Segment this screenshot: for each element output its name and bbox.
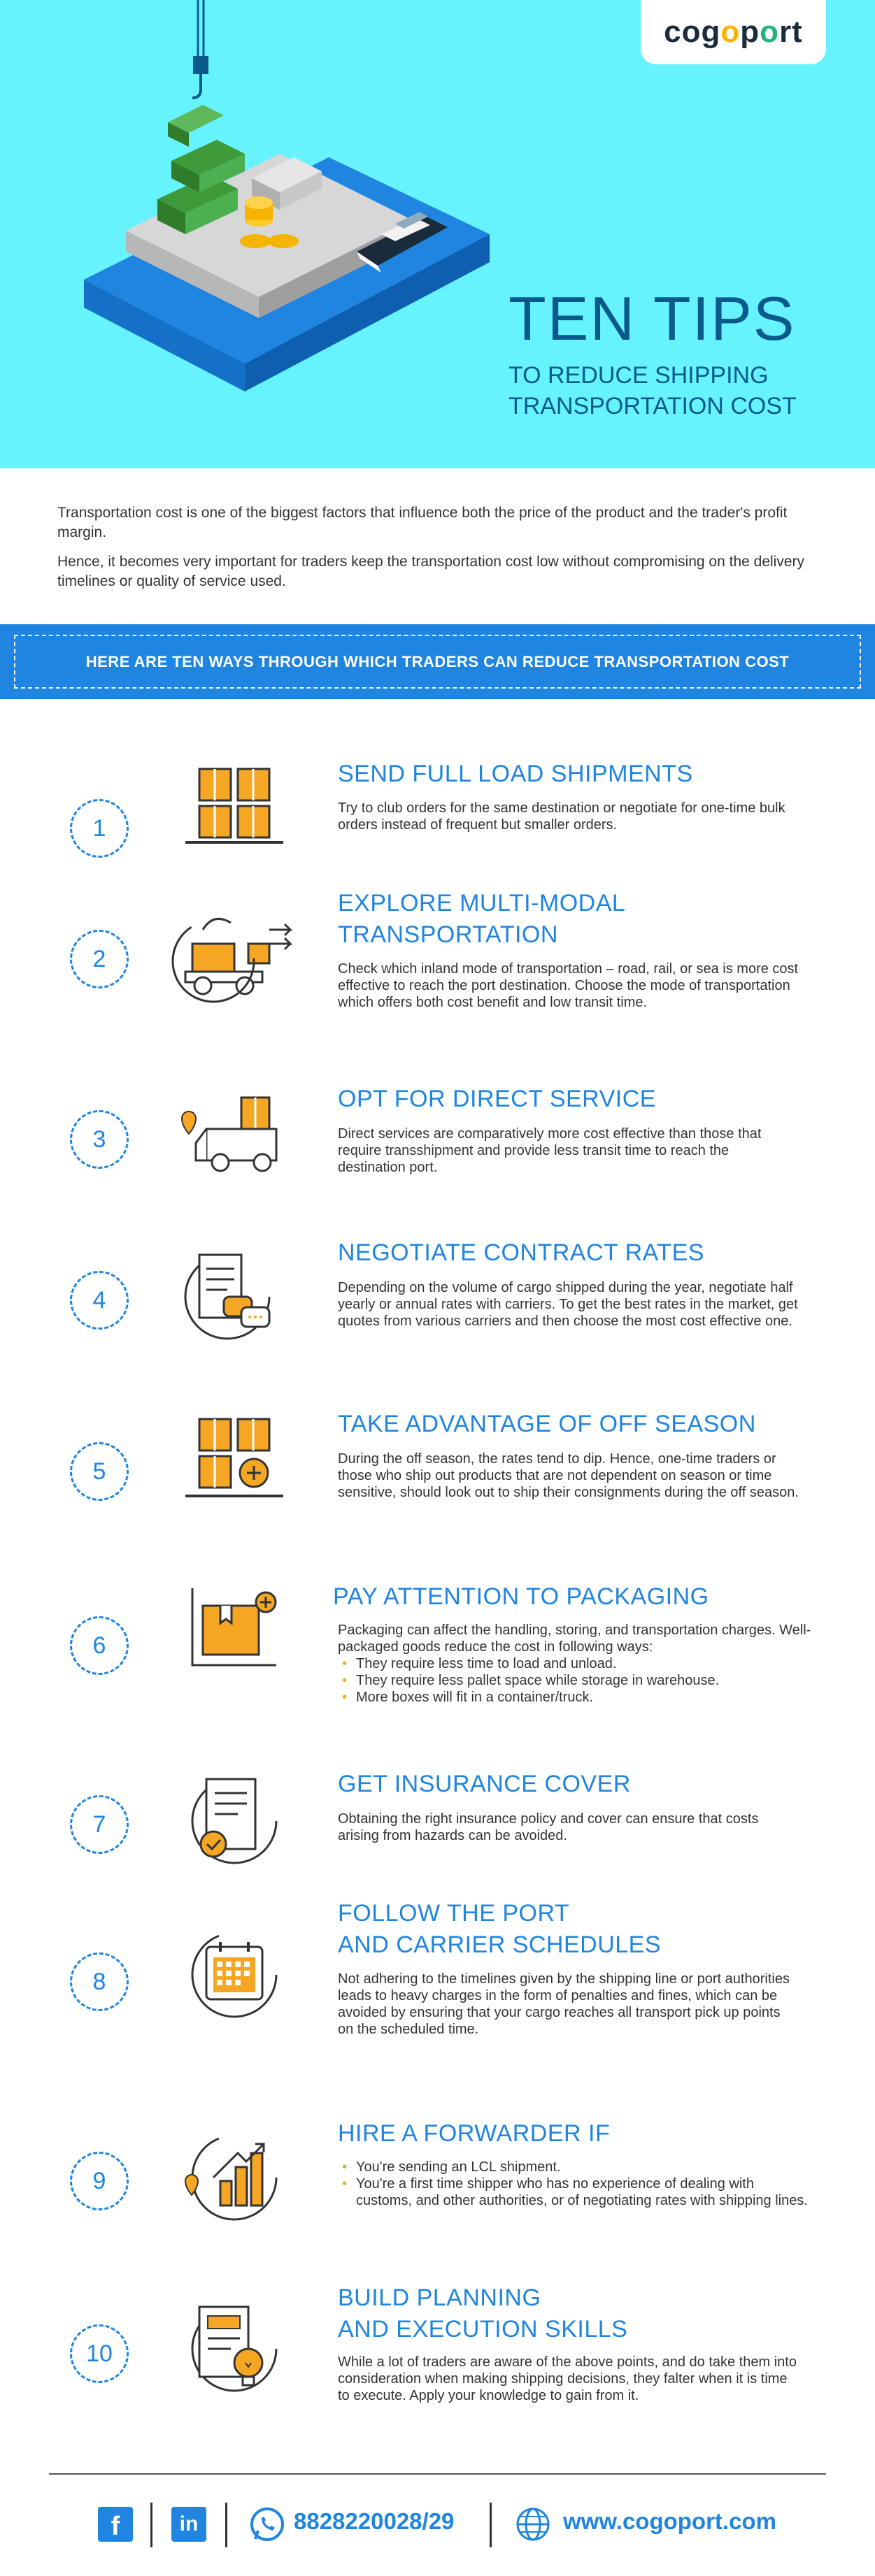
hero-subtitle <box>508 360 797 422</box>
tip-number: 5 <box>70 1442 129 1501</box>
footer-separator <box>225 2503 227 2547</box>
tip-number: 7 <box>70 1795 129 1854</box>
globe-icon <box>514 2505 552 2543</box>
intro-paragraph-1: Transportation cost is one of the biggest factors that influence both the price of the product and the trader's profit margin. <box>57 505 788 540</box>
tip-body: Depending on the volume of cargo shipped during the year, negotiate half yearly or annual rates with carriers. To get the best rates in the market, get quotes from various carriers and then choose the most cost effective one. <box>338 1280 798 1329</box>
tip-title-line1: BUILD PLANNING <box>338 2284 541 2311</box>
tip-title: PAY ATTENTION TO PACKAGING <box>333 1583 709 1610</box>
tip-body: While a lot of traders are aware of the above points, and do take them into consideration when making shipping decisions, they falter when it is time to execute. Apply your knowledge to gain from it. <box>338 2354 797 2403</box>
footer <box>0 2497 875 2553</box>
boxes-icon <box>171 765 297 870</box>
section-banner <box>0 624 875 699</box>
tip-bullet-list <box>338 2159 813 2209</box>
whatsapp-icon[interactable] <box>248 2505 286 2543</box>
hero-subtitle-line2: TRANSPORTATION COST <box>508 393 797 419</box>
tip-bullet-list <box>338 1655 827 1706</box>
website-link[interactable]: www.cogoport.com <box>563 2508 776 2534</box>
tip-number: 1 <box>70 799 129 858</box>
tip-title-line2: AND EXECUTION SKILLS <box>338 2316 628 2343</box>
tip-title: OPT FOR DIRECT SERVICE <box>338 1086 656 1112</box>
tip-body: Direct services are comparatively more cost effective than those that require transshipment and provide less transit time to reach the destination port. <box>338 1126 762 1175</box>
facebook-icon[interactable]: f <box>98 2507 133 2542</box>
tip-body: Obtaining the right insurance policy and cover can ensure that costs arising from hazards can be avoided. <box>338 1811 759 1843</box>
tip-title: HIRE A FORWARDER IF <box>338 2120 611 2147</box>
tip-bullet: • They require less pallet space while storage in warehouse. <box>356 1672 827 1689</box>
insurance-document-icon <box>171 1769 297 1873</box>
calendar-icon <box>171 1922 297 2027</box>
growth-chart-icon <box>171 2125 297 2230</box>
tip-title: TAKE ADVANTAGE OF OFF SEASON <box>338 1411 756 1437</box>
tip-number: 4 <box>70 1271 129 1330</box>
footer-separator <box>490 2503 492 2547</box>
tip-title: GET INSURANCE COVER <box>338 1771 631 1797</box>
footer-divider <box>49 2473 826 2475</box>
tip-title: SEND FULL LOAD SHIPMENTS <box>338 761 693 787</box>
tip-body: Not adhering to the timelines given by the shipping line or port authorities leads to heavy charges in the form of penalties and fines, which can be avoided by ensuring that your cargo reaches all transport pick up points on the scheduled time. <box>338 1971 790 2037</box>
hero-divider <box>0 461 875 468</box>
port-illustration <box>0 0 532 461</box>
planning-bulb-icon <box>171 2296 297 2401</box>
tip-body: Try to club orders for the same destination or negotiate for one-time bulk orders instead of frequent but smaller orders. <box>338 800 785 833</box>
tip-number: 9 <box>70 2152 129 2210</box>
tip-number: 3 <box>70 1110 129 1169</box>
tip-bullet: • You're sending an LCL shipment. <box>356 2159 813 2175</box>
contract-chat-icon <box>171 1241 297 1346</box>
linkedin-icon[interactable]: in <box>171 2507 206 2542</box>
hero-section <box>0 0 875 461</box>
tip-number: 8 <box>70 1952 129 2011</box>
hero-subtitle-line1: TO REDUCE SHIPPING <box>508 362 769 389</box>
tip-title <box>338 1898 827 1961</box>
cogoport-logo[interactable] <box>641 0 826 64</box>
forklift-icon <box>171 902 297 1007</box>
intro-text <box>57 503 816 601</box>
tip-title: EXPLORE MULTI-MODAL TRANSPORTATION <box>338 890 625 948</box>
tip-title <box>338 2282 827 2345</box>
package-icon <box>171 1581 297 1686</box>
tip-title-line2: AND CARRIER SCHEDULES <box>338 1931 662 1958</box>
tip-title-line1: FOLLOW THE PORT <box>338 1900 570 1927</box>
section-banner-text: HERE ARE TEN WAYS THROUGH WHICH TRADERS CAN REDUCE TRANSPORTATION COST <box>14 635 861 689</box>
tip-title: NEGOTIATE CONTRACT RATES <box>338 1239 704 1266</box>
tip-body: During the off season, the rates tend to dip. Hence, one-time traders or those who ship out products that are not dependent on season or time sensitive, should look out to ship their consignments during the off season. <box>338 1451 799 1500</box>
tip-bullet: • You're a first time shipper who has no experience of dealing with customs, and other authorities, or of negotiating rates with shipping lines. <box>356 2175 813 2209</box>
tip-body <box>338 2159 813 2209</box>
truck-icon <box>171 1087 297 1192</box>
intro-paragraph-2: Hence, it becomes very important for traders keep the transportation cost low without compromising on the delivery timelines or quality of service used. <box>57 554 804 589</box>
tip-body <box>338 1622 827 1706</box>
boxes-plus-icon <box>171 1416 297 1520</box>
footer-separator <box>150 2503 152 2547</box>
tip-body-text: Packaging can affect the handling, storing, and transportation charges. Well-packaged goods reduce the cost in following ways: <box>338 1622 811 1655</box>
tip-number: 2 <box>70 930 129 988</box>
tip-number: 10 <box>70 2324 129 2383</box>
hero-title: TEN TIPS <box>508 284 796 353</box>
phone-number[interactable]: 8828220028/29 <box>294 2508 455 2534</box>
logo-text: cogoport <box>664 15 803 49</box>
tip-bullet: • More boxes will fit in a container/truck. <box>356 1689 827 1706</box>
tip-bullet: • They require less time to load and unload. <box>356 1655 827 1672</box>
tip-number: 6 <box>70 1616 129 1675</box>
tip-body: Check which inland mode of transportation – road, rail, or sea is more cost effective to reach the port destination. Choose the mode of transportation which offers both cost benefit and low transit time. <box>338 961 799 1010</box>
